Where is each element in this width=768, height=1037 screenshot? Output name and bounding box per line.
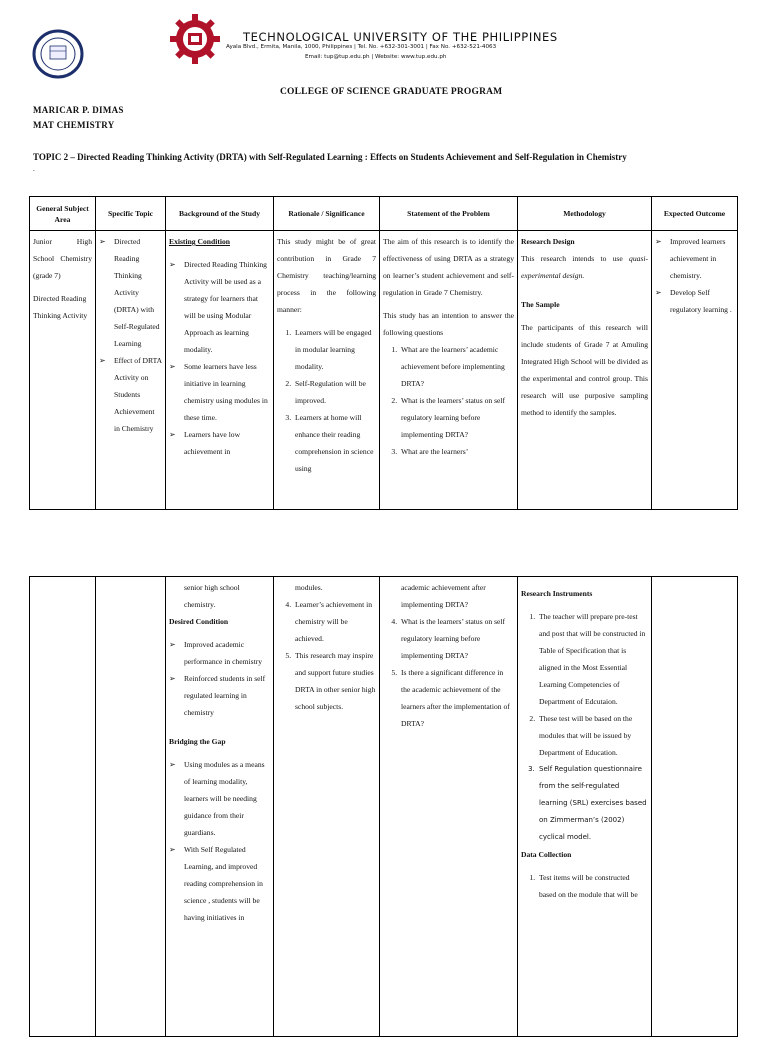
- university-name: TECHNOLOGICAL UNIVERSITY OF THE PHILIPPINES: [243, 30, 558, 44]
- cell-general-area-cont: [30, 577, 96, 1037]
- outcome-item: ➢ Improved learners achievement in chemistry.: [655, 233, 734, 284]
- tup-left-seal-logo: [32, 29, 84, 79]
- tup-gear-logo: [169, 13, 221, 65]
- instrument-item: 1. The teacher will prepare pre-test and post that will be constructed in Table of Specification that is aligned in the Most Essential Learning Competencies of Department of Edcutaion.: [537, 608, 648, 710]
- cell-problem-cont: [380, 577, 518, 1037]
- desired-condition-heading: Desired Condition: [169, 617, 229, 626]
- header-specific-topic: Specific Topic: [96, 197, 166, 231]
- cell-expected-outcome-cont: [652, 577, 738, 1037]
- research-instruments-heading: Research Instruments: [521, 589, 593, 598]
- research-design-text: This research intends to use: [521, 254, 623, 263]
- cell-rationale-cont: [274, 577, 380, 1037]
- cell-methodology: [518, 231, 652, 510]
- general-area-text-2: Directed Reading Thinking Activity: [33, 294, 88, 320]
- problem-question: 3. What are the learners’: [399, 443, 514, 460]
- rationale-item: 3. Learners at home will enhance their reading comprehension in science using: [293, 409, 376, 477]
- background-item: ➢ Learners have low achievement in: [169, 426, 270, 460]
- cell-background: [166, 231, 274, 510]
- header-rationale: Rationale / Significance: [274, 197, 380, 231]
- desired-item: ➢ Reinforced students in self regulated learning in chemistry: [169, 670, 270, 721]
- rationale-intro: This study might be of great contribution in Grade 7 Chemistry teaching/learning process in the following manner:: [277, 237, 376, 314]
- rationale-item: 1. Learners will be engaged in modular learning modality.: [293, 324, 376, 375]
- cell-methodology-cont: [518, 577, 652, 1037]
- outcome-item: ➢ Develop Self regulatory learning .: [655, 284, 734, 318]
- header-background: Background of the Study: [166, 197, 274, 231]
- header-statement-of-problem: Statement of the Problem: [380, 197, 518, 231]
- research-matrix-page-1: [29, 196, 738, 510]
- university-contact: Email: tup@tup.edu.ph | Website: www.tup.edu.ph: [305, 54, 447, 60]
- problem-question: 1. What are the learners’ academic achievement before implementing DRTA?: [399, 341, 514, 392]
- data-collection-heading: Data Collection: [521, 850, 572, 859]
- research-design-type: quasi-experimental design.: [521, 254, 648, 280]
- problem-intro: The aim of this research is to identify the effectiveness of using DRTA as a strategy on learner’s student achievement and self-regulation in Grade 7 Chemistry.: [383, 237, 514, 297]
- cell-specific-topic: [96, 231, 166, 510]
- header-methodology: Methodology: [518, 197, 652, 231]
- desired-item: ➢ Improved academic performance in chemistry: [169, 636, 270, 670]
- university-address: Ayala Blvd., Ermita, Manila, 1000, Philippines | Tel. No. +632-301-3001 | Fax No. +632-521-4063: [226, 44, 497, 50]
- cell-general-area: [30, 231, 96, 510]
- bridge-item: ➢ With Self Regulated Learning, and improved reading comprehension in science , students will be having initiatives in: [169, 841, 270, 926]
- rationale-item: 4. Learner’s achievement in chemistry will be achieved.: [293, 596, 376, 647]
- program-name: MAT CHEMISTRY: [33, 120, 115, 130]
- instrument-item: 2. These test will be based on the modules that will be issued by Department of Education.: [537, 710, 648, 761]
- problem-continued: academic achievement after implementing DRTA?: [401, 583, 486, 609]
- cell-rationale: [274, 231, 380, 510]
- problem-question: 5. Is there a significant difference in the academic achievement of the learners after the implementation of DRTA?: [399, 664, 514, 732]
- header-general-subject-area: General Subject Area: [30, 197, 96, 231]
- rationale-item: 2. Self-Regulation will be improved.: [293, 375, 376, 409]
- background-item: ➢ Some learners have less initiative in learning chemistry using modules in these time.: [169, 358, 270, 426]
- cell-specific-topic-cont: [96, 577, 166, 1037]
- research-matrix-page-2: [29, 576, 738, 1037]
- sample-text: The participants of this research will include students of Grade 7 at Amuling Integrated High School will be divided as the experimental and control group. This research will use purposive sampling method to identify the samples.: [521, 323, 648, 417]
- bridge-item: ➢ Using modules as a means of learning modality, learners will be needing guidance from their guardians.: [169, 756, 270, 841]
- topic-tail: .: [33, 165, 35, 173]
- problem-question: 4. What is the learners’ status on self regulatory learning before implementing DRTA?: [399, 613, 514, 664]
- instrument-item: 3. Self Regulation questionnaire from the self-regulated learning (SRL) exercises based on Zimmerman’s (2002) cyclical model.: [537, 761, 648, 846]
- sample-heading: The Sample: [521, 300, 560, 309]
- specific-topic-item: ➢ Effect of DRTA Activity on Students Achievement in Chemistry: [99, 352, 162, 437]
- general-area-text: Junior High School Chemistry (grade 7): [33, 237, 92, 280]
- background-continued: senior high school chemistry.: [184, 583, 240, 609]
- topic-title: TOPIC 2 – Directed Reading Thinking Activity (DRTA) with Self-Regulated Learning : Effects on Students Achievement and Self-Regulation in Chemistry: [33, 152, 627, 162]
- rationale-continued: modules.: [295, 583, 323, 592]
- problem-intro-2: This study has an intention to answer the following questions: [383, 311, 514, 337]
- cell-problem: [380, 231, 518, 510]
- problem-question: 2. What is the learners’ status on self regulatory learning before implementing DRTA?: [399, 392, 514, 443]
- specific-topic-item: ➢ Directed Reading Thinking Activity (DRTA) with Self-Regulated Learning: [99, 233, 162, 352]
- header-expected-outcome: Expected Outcome: [652, 197, 738, 231]
- background-item: ➢ Directed Reading Thinking Activity will be used as a strategy for learners that will be using Modular Approach as learning modality.: [169, 256, 270, 358]
- research-design-heading: Research Design: [521, 237, 575, 246]
- existing-condition-heading: Existing Condition: [169, 237, 230, 246]
- data-collection-item: 1. Test items will be constructed based on the module that will be: [537, 869, 648, 903]
- rationale-item: 5. This research may inspire and support future studies DRTA in other senior high school subjects.: [293, 647, 376, 715]
- cell-background-cont: [166, 577, 274, 1037]
- student-name: MARICAR P. DIMAS: [33, 105, 124, 115]
- bridging-gap-heading: Bridging the Gap: [169, 737, 226, 746]
- college-title: COLLEGE OF SCIENCE GRADUATE PROGRAM: [280, 87, 503, 97]
- cell-expected-outcome: [652, 231, 738, 510]
